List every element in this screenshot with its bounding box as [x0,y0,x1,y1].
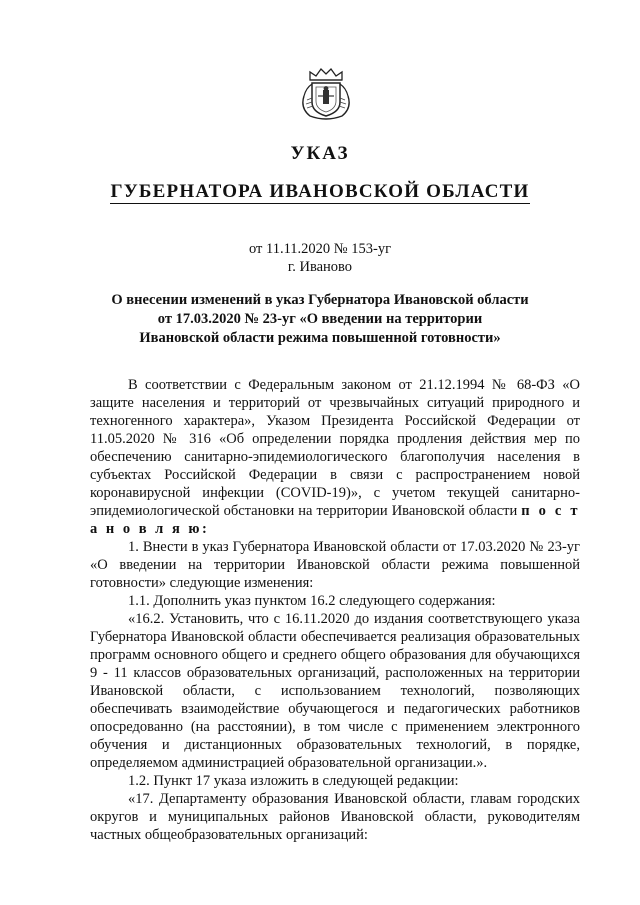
preamble-paragraph [90,376,580,538]
city-line: г. Иваново [287,259,353,275]
document-meta [0,240,640,276]
paragraph-16-2: «16.2. Установить, что с 16.11.2020 до издания соответствующего указа Губернатора Ивановской области обеспечивается реализация образовательных программ основного общего и среднего общего образования для обучающихся 9 - 11 классов образовательных организаций, расположенных на территории Ивановской области, с использованием технологий, позволяющих обеспечивать взаимодействие обучающегося и педагогических работников опосредованно (на расстоянии), в том числе с применением электронного обучения и дистанционных образовательных технологий, в порядке, определяемом администрацией образовательной организации.». [90,611,580,771]
paragraph-17: «17. Департаменту образования Ивановской области, главам городских округов и муниципальных районов Ивановской области, руководителям частных общеобразовательных организаций: [90,791,580,843]
ivanovo-coat-of-arms-icon [296,66,356,122]
preamble-text: В соответствии с Федеральным законом от 21.12.1994 № 68-ФЗ «О защите населения и территорий от чрезвычайных ситуаций природного и техногенного характера», Указом Президента Российской Федерации от 11.05.2020 № 316 «Об определении порядка продления действия мер по обеспечению санитарно-эпидемиологического благополучия населения в субъектах Российской Федерации в связи с распространением новой коронавирусной инфекции (COVID-19)», с учетом текущей санитарно-эпидемиологической обстановки на территории Ивановской области [90,377,580,519]
decree-word: п о с т а н о в л я ю: [90,503,580,537]
paragraph-1-2: 1.2. Пункт 17 указа изложить в следующей редакции: [128,773,459,789]
subject-line-1: О внесении изменений в указ Губернатора Ивановской области [111,292,529,308]
document-subject [0,291,640,348]
subject-line-2: от 17.03.2020 № 23-уг «О введении на территории [157,311,483,327]
subject-line-3: Ивановской области режима повышенной готовности» [139,330,501,346]
date-number-line: от 11.11.2020 № 153-уг [248,241,392,257]
issuer-title-text: ГУБЕРНАТОРА ИВАНОВСКОЙ ОБЛАСТИ [110,181,530,202]
paragraph-1: 1. Внести в указ Губернатора Ивановской области от 17.03.2020 № 23-уг «О введении на территории Ивановской области режима повышенной готовности» следующие изменения: [90,539,580,591]
issuer-title [0,181,640,203]
document-body [90,376,580,844]
paragraph-1-1: 1.1. Дополнить указ пунктом 16.2 следующего содержания: [128,593,496,609]
document-title: УКАЗ [290,143,350,164]
